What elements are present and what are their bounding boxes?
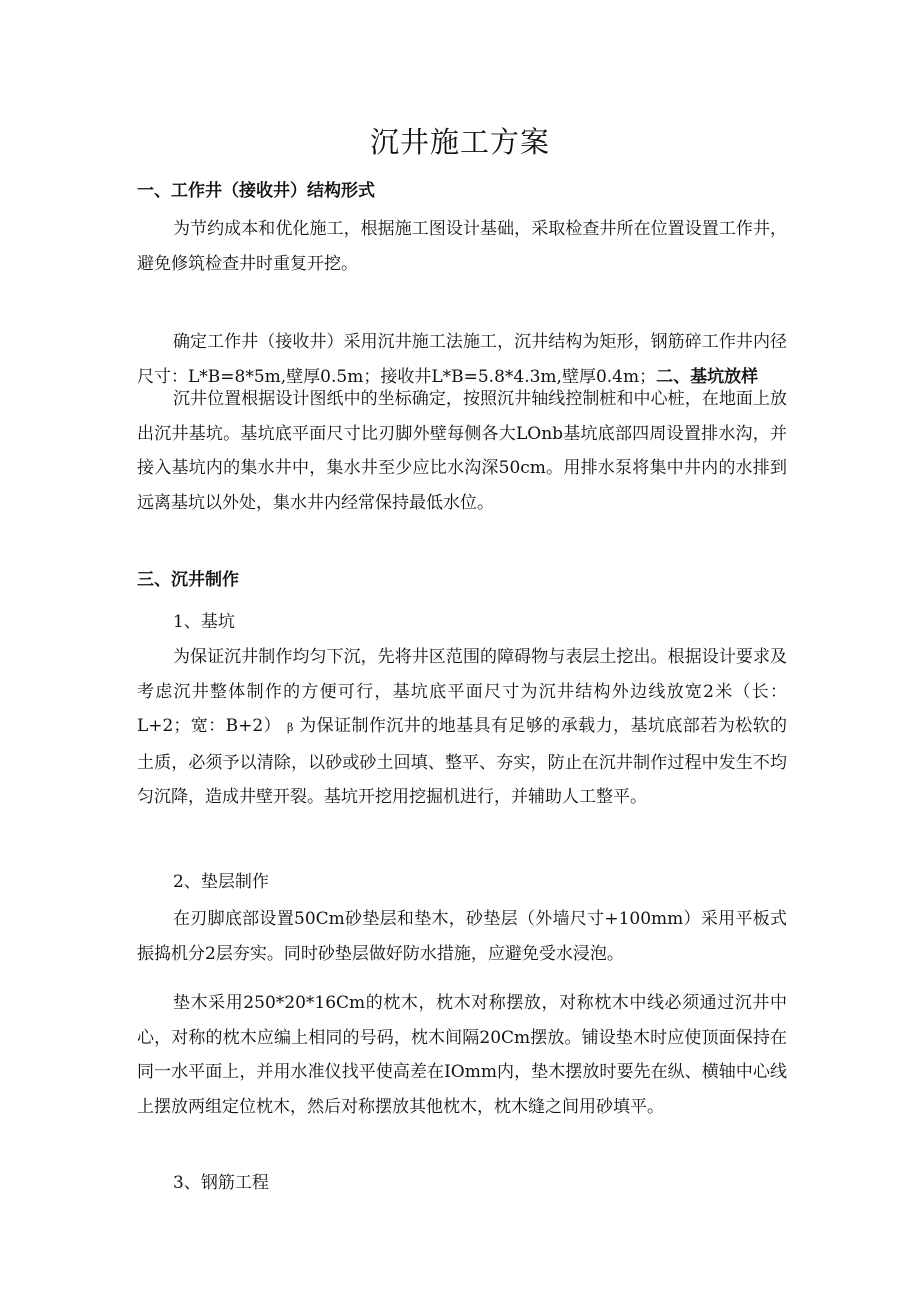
section-1-paragraph-1: 为节约成本和优化施工，根据施工图设计基础，采取检查井所在位置设置工作井，避免修筑检查井时重复开挖。: [137, 219, 787, 274]
subsection-1-paragraph-mark: β: [286, 721, 294, 734]
section-1-paragraph-2-text: 确定工作井（接收井）采用沉井施工法施工，沉井结构为矩形，钢筋碎工作井内径尺寸：L*B=8*5m,壁厚0.5m；接收井L*B=5.8*4.3m,壁厚0.4m；: [137, 332, 787, 387]
section-1-heading: 一、工作井（接收井）结构形式: [137, 181, 375, 201]
subsection-2-paragraph-2: 垫木采用250*20*16Cm的枕木，枕木对称摆放，对称枕木中线必须通过沉井中心，对称的枕木应编上相同的号码，枕木间隔20Cm摆放。铺设垫木时应使顶面保持在同一水平面上，并用水准仪找平使高差在IOmm内，垫木摆放时要先在纵、横轴中心线上摆放两组定位枕木，然后对称摆放其他枕木，枕木缝之间用砂填平。: [137, 993, 787, 1117]
subsection-1-paragraph: [137, 640, 787, 815]
subsection-1-paragraph-text-a: 为保证沉井制作均匀下沉，先将井区范围的障碍物与表层土挖出。根据设计要求及考虑沉井整体制作的方便可行，基坑底平面尺寸为沉井结构外边线放宽2米（长：L+2；宽：B+2）: [137, 647, 787, 736]
subsection-1-paragraph-text-b: 为保证制作沉井的地基具有足够的承载力，基坑底部若为松软的土质，必须予以清除，以砂或砂土回填、整平、夯实，防止在沉井制作过程中发生不均匀沉降，造成井壁开裂。基坑开挖用挖掘机进行，并辅助人工整平。: [137, 716, 788, 807]
subsection-3-heading: 3、钢筋工程: [173, 1173, 269, 1193]
subsection-2-heading: 2、垫层制作: [173, 872, 269, 892]
subsection-2-paragraph-1: 在刃脚底部设置50Cm砂垫层和垫木，砂垫层（外墙尺寸+100mm）采用平板式振捣机分2层夯实。同时砂垫层做好防水措施，应避免受水浸泡。: [137, 909, 787, 964]
section-2-paragraph: 沉井位置根据设计图纸中的坐标确定，按照沉井轴线控制桩和中心桩，在地面上放出沉井基坑。基坑底平面尺寸比刃脚外壁每侧各大LOnb基坑底部四周设置排水沟，并接入基坑内的集水井中，集水井至少应比水沟深50cm。用排水泵将集中井内的水排到远离基坑以外处，集水井内经常保持最低水位。: [137, 389, 787, 513]
document-title: 沉井施工方案: [369, 125, 550, 159]
section-2-heading: 二、基坑放样: [656, 366, 759, 387]
subsection-1-heading: 1、基坑: [173, 612, 235, 632]
section-3-heading: 三、沉井制作: [137, 570, 239, 590]
